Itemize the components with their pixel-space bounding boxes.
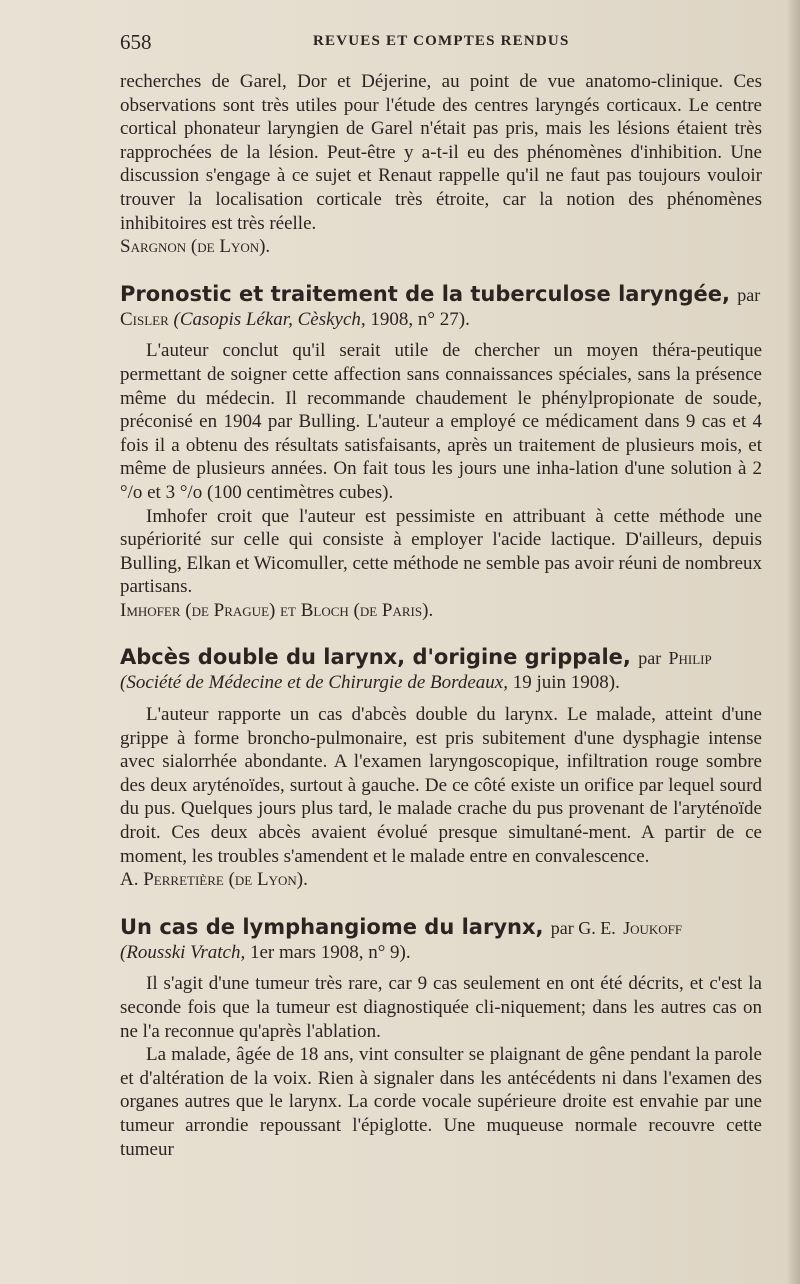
signature-text: A. Perretière (de Lyon). (120, 869, 308, 891)
paragraph: La malade, âgée de 18 ans, vint consulter se plaignant de gêne pendant la parole et d'altération de la voix. Rien à signaler dans les antécédents ni dans l'examen des organes autres que le larynx. La corde vocale supérieure droite est envahie par une tumeur arrondie repoussant l'épiglotte. Une muqueuse normale recouvre cette tumeur (120, 1044, 762, 1160)
source-journal: (Casopis Lékar, Cèskych, (173, 308, 366, 330)
signature (120, 235, 762, 259)
signature (120, 868, 762, 892)
paragraph: L'auteur rapporte un cas d'abcès double du larynx. Le malade, atteint d'une grippe à forme broncho-pulmonaire, est pris subitement d'une dysphagie intense avec sialorrhée abondante. A l'examen laryngoscopique, infiltration rouge sombre des deux aryténoïdes, surtout à gauche. De ce côté existe un orifice par lequel sourd du pus. Quelques jours plus tard, le malade crache du pus provenant de l'aryténoïde droit. Ces deux abcès avaient évolué presque simultané-ment. A partir de ce moment, les troubles s'amendent et le malade entre en convalescence. (120, 704, 762, 867)
spacer (120, 259, 762, 281)
article-by: par (638, 648, 662, 669)
source-journal: (Rousski Vratch, (120, 941, 246, 963)
article-title (120, 644, 762, 671)
article-source (120, 941, 762, 965)
article-title (120, 281, 762, 308)
source-date: 1er mars 1908, n° 9). (250, 941, 411, 963)
spacer (120, 892, 762, 914)
article-source (120, 308, 762, 332)
paragraph: L'auteur conclut qu'il serait utile de chercher un moyen théra-peutique permettant de soigner cette affection sans connaissances spéciales, sans la présence même du médecin. Il recommande chaudement le phénylpropionate de soude, préconisé en 1904 par Bulling. L'auteur a employé ce médicament dans 9 cas et 4 fois il a obtenu des résultats satisfaisants, après un traitement de plusieurs mois, et même de plusieurs années. On fait tous les jours une inha-lation d'une solution à 2 °/o et 3 °/o (100 centimètres cubes). (120, 340, 762, 503)
signature-text: Sargnon (de Lyon). (120, 236, 271, 258)
signature (120, 599, 762, 623)
article-author: Philip (668, 648, 712, 669)
paragraph: Imhofer croit que l'auteur est pessimiste en attribuant à cette méthode une supériorité sur celle qui consiste à employer l'acide lactique. D'ailleurs, depuis Bulling, Elkan et Wicomuller, cette méthode ne semble pas avoir réuni de nombreux partisans. (120, 505, 762, 598)
source-date: 1908, n° 27). (370, 308, 470, 330)
article-author: Joukoff (623, 917, 683, 938)
source-date: 19 juin 1908). (512, 672, 620, 694)
source-journal: (Société de Médecine et de Chirurgie de Bordeaux, (120, 672, 508, 694)
article-source (120, 671, 762, 695)
article-by: par G. E. (550, 917, 616, 938)
page-header (120, 30, 760, 58)
article-author: Cisler (120, 308, 169, 330)
article-title (120, 914, 762, 941)
article-title-text: Pronostic et traitement de la tuberculose laryngée, (120, 281, 730, 306)
running-head: REVUES ET COMPTES RENDUS (313, 33, 570, 49)
article-title-text: Abcès double du larynx, d'origine grippale, (120, 645, 631, 670)
spacer (120, 331, 762, 339)
paragraph: recherches de Garel, Dor et Déjerine, au point de vue anatomo-clinique. Ces observations sont très utiles pour l'étude des centres laryngés corticaux. Le centre cortical phonateur laryngien de Garel n'était pas pris, mais les lésions étaient très rapprochées de la lésion. Peut-être y a-t-il eu des phénomènes d'inhibition. Une discussion s'engage à ce sujet et Renaut rappelle qu'il ne faut pas toujours vouloir trouver la localisation corticale très étroite, car la notion des phénomènes inhibitoires est très réelle. (120, 71, 762, 234)
signature-text: Imhofer (de Prague) et Bloch (de Paris). (120, 599, 434, 621)
spacer (120, 622, 762, 644)
paragraph: Il s'agit d'une tumeur très rare, car 9 cas seulement en ont été décrits, et c'est la seconde fois que la tumeur est diagnostiquée cli-niquement; dans les autres cas on ne l'a reconnue qu'après l'ablation. (120, 973, 762, 1042)
article-by: par (737, 284, 761, 305)
page-content (120, 70, 762, 1161)
page-edge-shadow (786, 0, 800, 1284)
spacer (120, 964, 762, 972)
spacer (120, 695, 762, 703)
article-title-text: Un cas de lymphangiome du larynx, (120, 914, 544, 939)
page-number: 658 (120, 30, 152, 54)
